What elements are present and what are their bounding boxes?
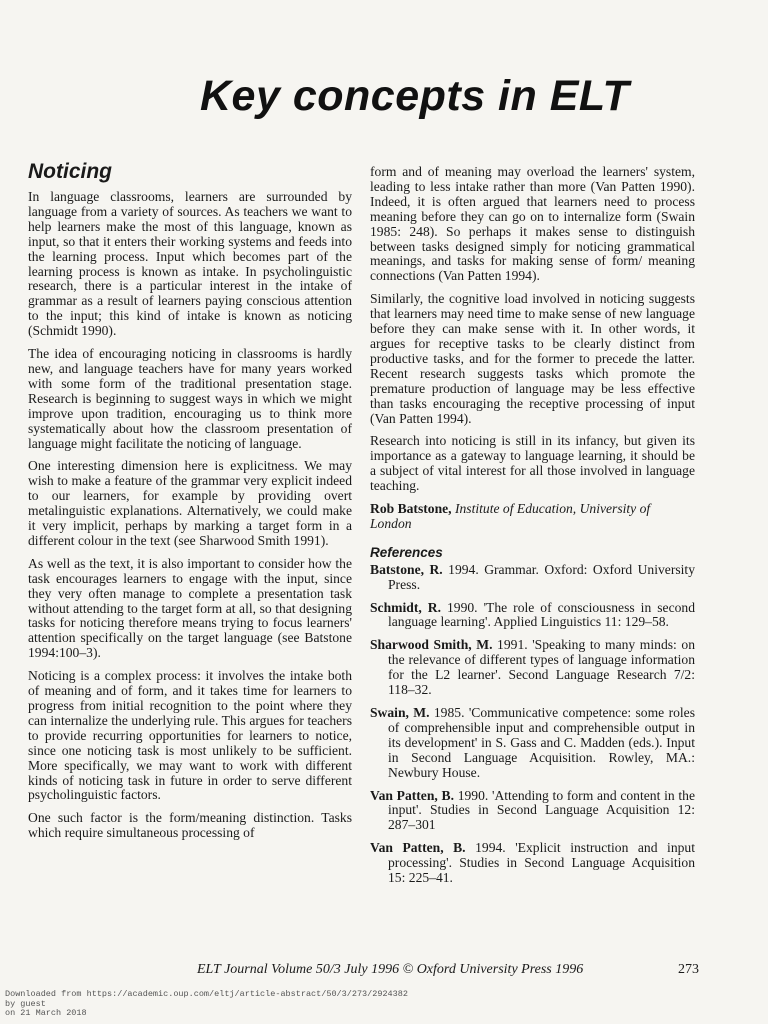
reference-detail: 1990. 'Attending to form and content in the input'. Studies in Second Language Acquisition 12: 287–301 [388,787,695,833]
reference-item [370,841,695,886]
paragraph: Noticing is a complex process: it involves the intake both of meaning and of form, and it takes time for learners to progress from initial recognition to the point where they can internalize the underlying rule. This argues for teachers to provide recurring opportunities for learners to notice, since one noticing task is most unlikely to be sufficient. More specifically, we may want to work with different kinds of noticing task in future in order to serve different psycholinguistic factors. [28,668,352,803]
reference-detail: 1990. 'The role of consciousness in second language learning'. Applied Linguistics 11: 129–58. [388,599,695,630]
article-heading: Noticing [28,160,112,183]
references-heading: References [370,544,443,560]
journal-footer: ELT Journal Volume 50/3 July 1996 © Oxford University Press 1996 [197,962,584,977]
paragraph: One interesting dimension here is explicitness. We may wish to make a feature of the grammar very explicit indeed to our learners, for example by providing overt metalinguistic explanations. Alternatively, we could make it very implicit, perhaps by marking a target form in a different colour in the text (see Sharwood Smith 1991). [28,458,352,548]
reference-detail: 1994. Grammar. Oxford: Oxford University Press. [388,561,695,592]
download-by-line: by guest [5,998,46,1009]
author-signature [370,502,695,532]
reference-detail: 1994. 'Explicit instruction and input processing'. Studies in Second Language Acquisition 15: 225–41. [388,840,695,886]
reference-item [370,789,695,834]
reference-author: Swain, M. [370,705,430,720]
reference-item [370,601,695,631]
paragraph: The idea of encouraging noticing in classrooms is hardly new, and language teachers have for many years worked with some form of the traditional presentation stage. Research is beginning to suggest ways in which we might improve upon tradition, encouraging us to think more systematically about how the classroom presentation of language might facilitate the noticing of language. [28,346,352,451]
right-column [370,165,695,894]
reference-author: Schmidt, R. [370,599,441,615]
paragraph: In language classrooms, learners are surrounded by language from a variety of sources. As teachers we want to help learners make the most of this language, known as input, so that it enters their working systems and feeds into the learning process. Input which becomes part of the learning process is known as intake. In psycholinguistic research, there is a particular interest in the intake of grammar as a result of learners paying conscious attention to the input; this kind of intake is known as noticing (Schmidt 1990). [28,189,352,339]
left-column [28,160,352,849]
reference-detail: 1991. 'Speaking to many minds: on the relevance of different types of language information for the L2 learner'. Second Language Research 7/2: 118–32. [388,637,695,698]
author-name: Rob Batstone, [370,501,452,517]
page-title: Key concepts in ELT [200,72,630,120]
reference-author: Van Patten, B. [370,840,466,856]
paragraph: form and of meaning may overload the learners' system, leading to less intake rather than more (Van Patten 1990). Indeed, it is often argued that learners need to process meaning before they can go on to internalize form (Swain 1985: 248). So perhaps it makes sense to distinguish between tasks designed simply for noticing grammatical meanings, and tasks for making sense of form/ meaning connections (Van Patten 1994). [370,164,695,284]
author-affiliation: Institute of Education, University of London [370,501,651,531]
download-date-line: on 21 March 2018 [5,1008,87,1019]
reference-author: Sharwood Smith, M. [370,637,493,653]
paragraph: Research into noticing is still in its infancy, but given its importance as a gateway to language learning, it should be a subject of vital interest for all those involved in language teaching. [370,433,695,494]
page-number: 273 [678,962,699,977]
reference-author: Batstone, R. [370,561,443,577]
reference-item [370,706,695,781]
download-notice [5,990,408,1019]
reference-author: Van Patten, B. [370,787,454,803]
reference-item [370,563,695,593]
download-url-line: Downloaded from https://academic.oup.com/eltj/article-abstract/50/3/273/2924382 [5,989,408,999]
reference-detail: 1985. 'Communicative competence: some roles of comprehensible input and comprehensible output in its development' in S. Gass and C. Madden (eds.). Input in Second Language Acquisition. Rowley, MA.: Newbury House. [388,705,695,780]
paragraph: One such factor is the form/meaning distinction. Tasks which require simultaneous processing of [28,810,352,841]
paragraph: As well as the text, it is also important to consider how the task encourages learners to engage with the input, since they very often manage to complete a presentation task without attending to the target form at all, so that designing tasks for noticing therefore means trying to focus learners' attention specifically on the target language (see Batstone 1994:100–3). [28,555,352,661]
reference-item [370,638,695,698]
reference-list [370,563,695,886]
paragraph: Similarly, the cognitive load involved in noticing suggests that learners may need time to make sense of new language before they can make sense with it. In other words, it argues for receptive tasks to be clearly distinct from productive tasks, and for the former to precede the latter. Recent research suggests tasks which promote the premature production of language may be less effective than tasks encouraging the receptive processing of input (Van Patten 1994). [370,291,695,426]
